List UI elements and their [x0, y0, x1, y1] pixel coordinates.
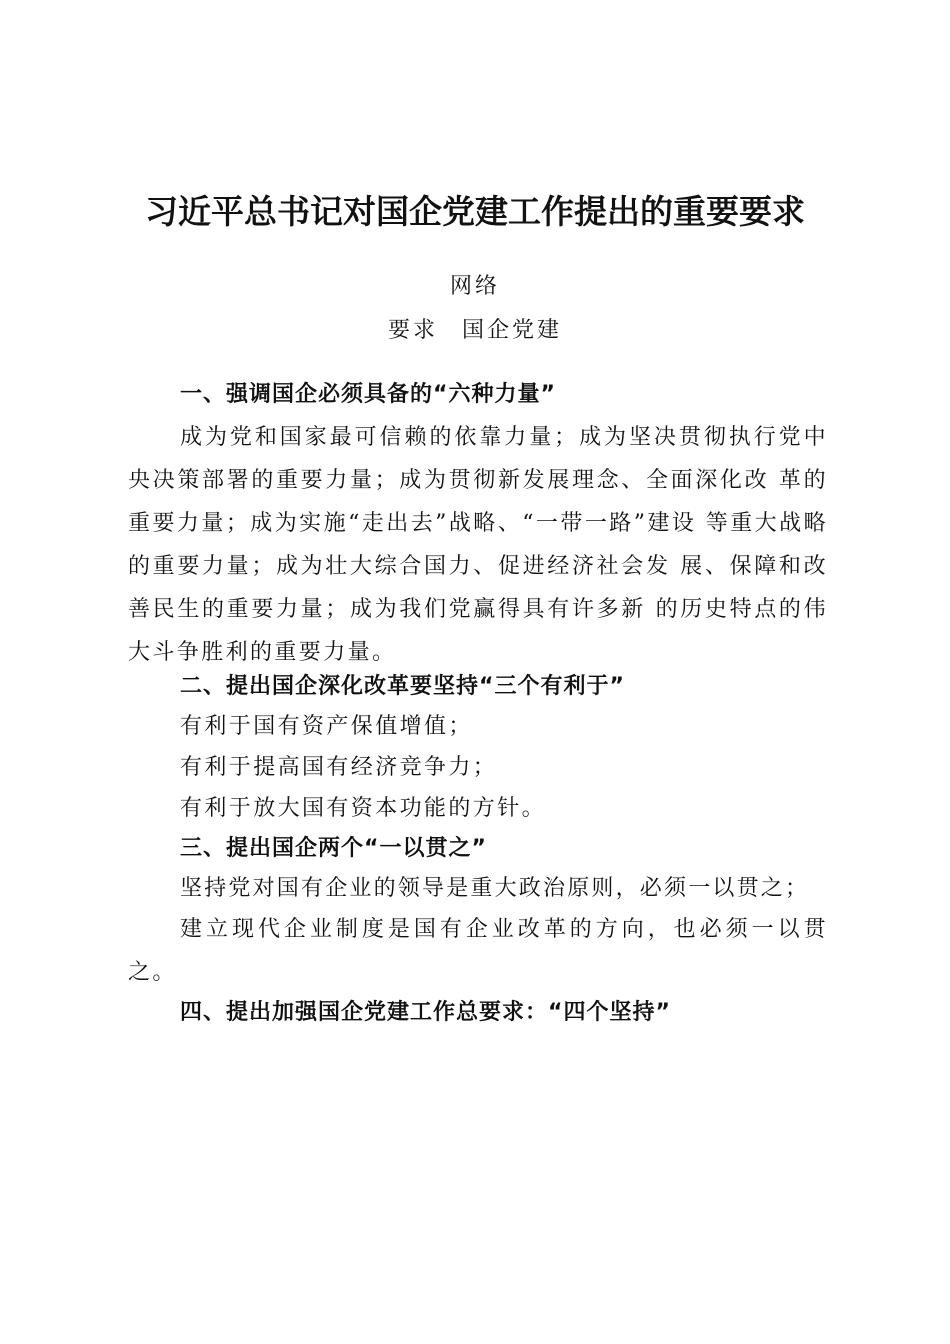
section-2-line-3: 有利于放大国有资本功能的方针。 [180, 796, 547, 821]
section-1-paragraph: 成为党和国家最可信赖的依靠力量；成为坚决贯彻执行党中央决策部署的重要力量；成为贯彻新发展理念、全面深化改 革的重要力量；成为实施“走出去”战略、“一带一路”建设 等重大战略的重要力量；成为壮大综合国力、促进经济社会发 展、保障和改善民生的重要力量；成为我们党赢得具有许多新 的历史特点的伟大斗争胜利的重要力量。 [128, 425, 828, 665]
section-3-heading: 三、提出国企两个“一以贯之” [180, 836, 487, 861]
section-3-line-1: 坚持党对国有企业的领导是重大政治原则，必须一以贯之； [180, 876, 810, 901]
document-source: 网络 [449, 274, 500, 299]
tag-soe-party-building: 国企党建 [462, 318, 563, 343]
section-1-heading: 一、强调国企必须具备的“六种力量” [180, 382, 556, 407]
section-2-line-2: 有利于提高国有经济竞争力； [180, 755, 498, 780]
tag-requirement: 要求 [387, 318, 438, 343]
document-title: 习近平总书记对国企党建工作提出的重要要求 [145, 192, 805, 231]
section-2-heading: 二、提出国企深化改革要坚持“三个有利于” [180, 674, 625, 699]
section-4-heading: 四、提出加强国企党建工作总要求：“四个坚持” [180, 1000, 671, 1025]
section-3-paragraph: 建立现代企业制度是国有企业改革的方向，也必须一以贯之。 [128, 917, 828, 985]
section-2-line-1: 有利于国有资产保值增值； [180, 714, 473, 739]
document-tags [0, 316, 950, 346]
